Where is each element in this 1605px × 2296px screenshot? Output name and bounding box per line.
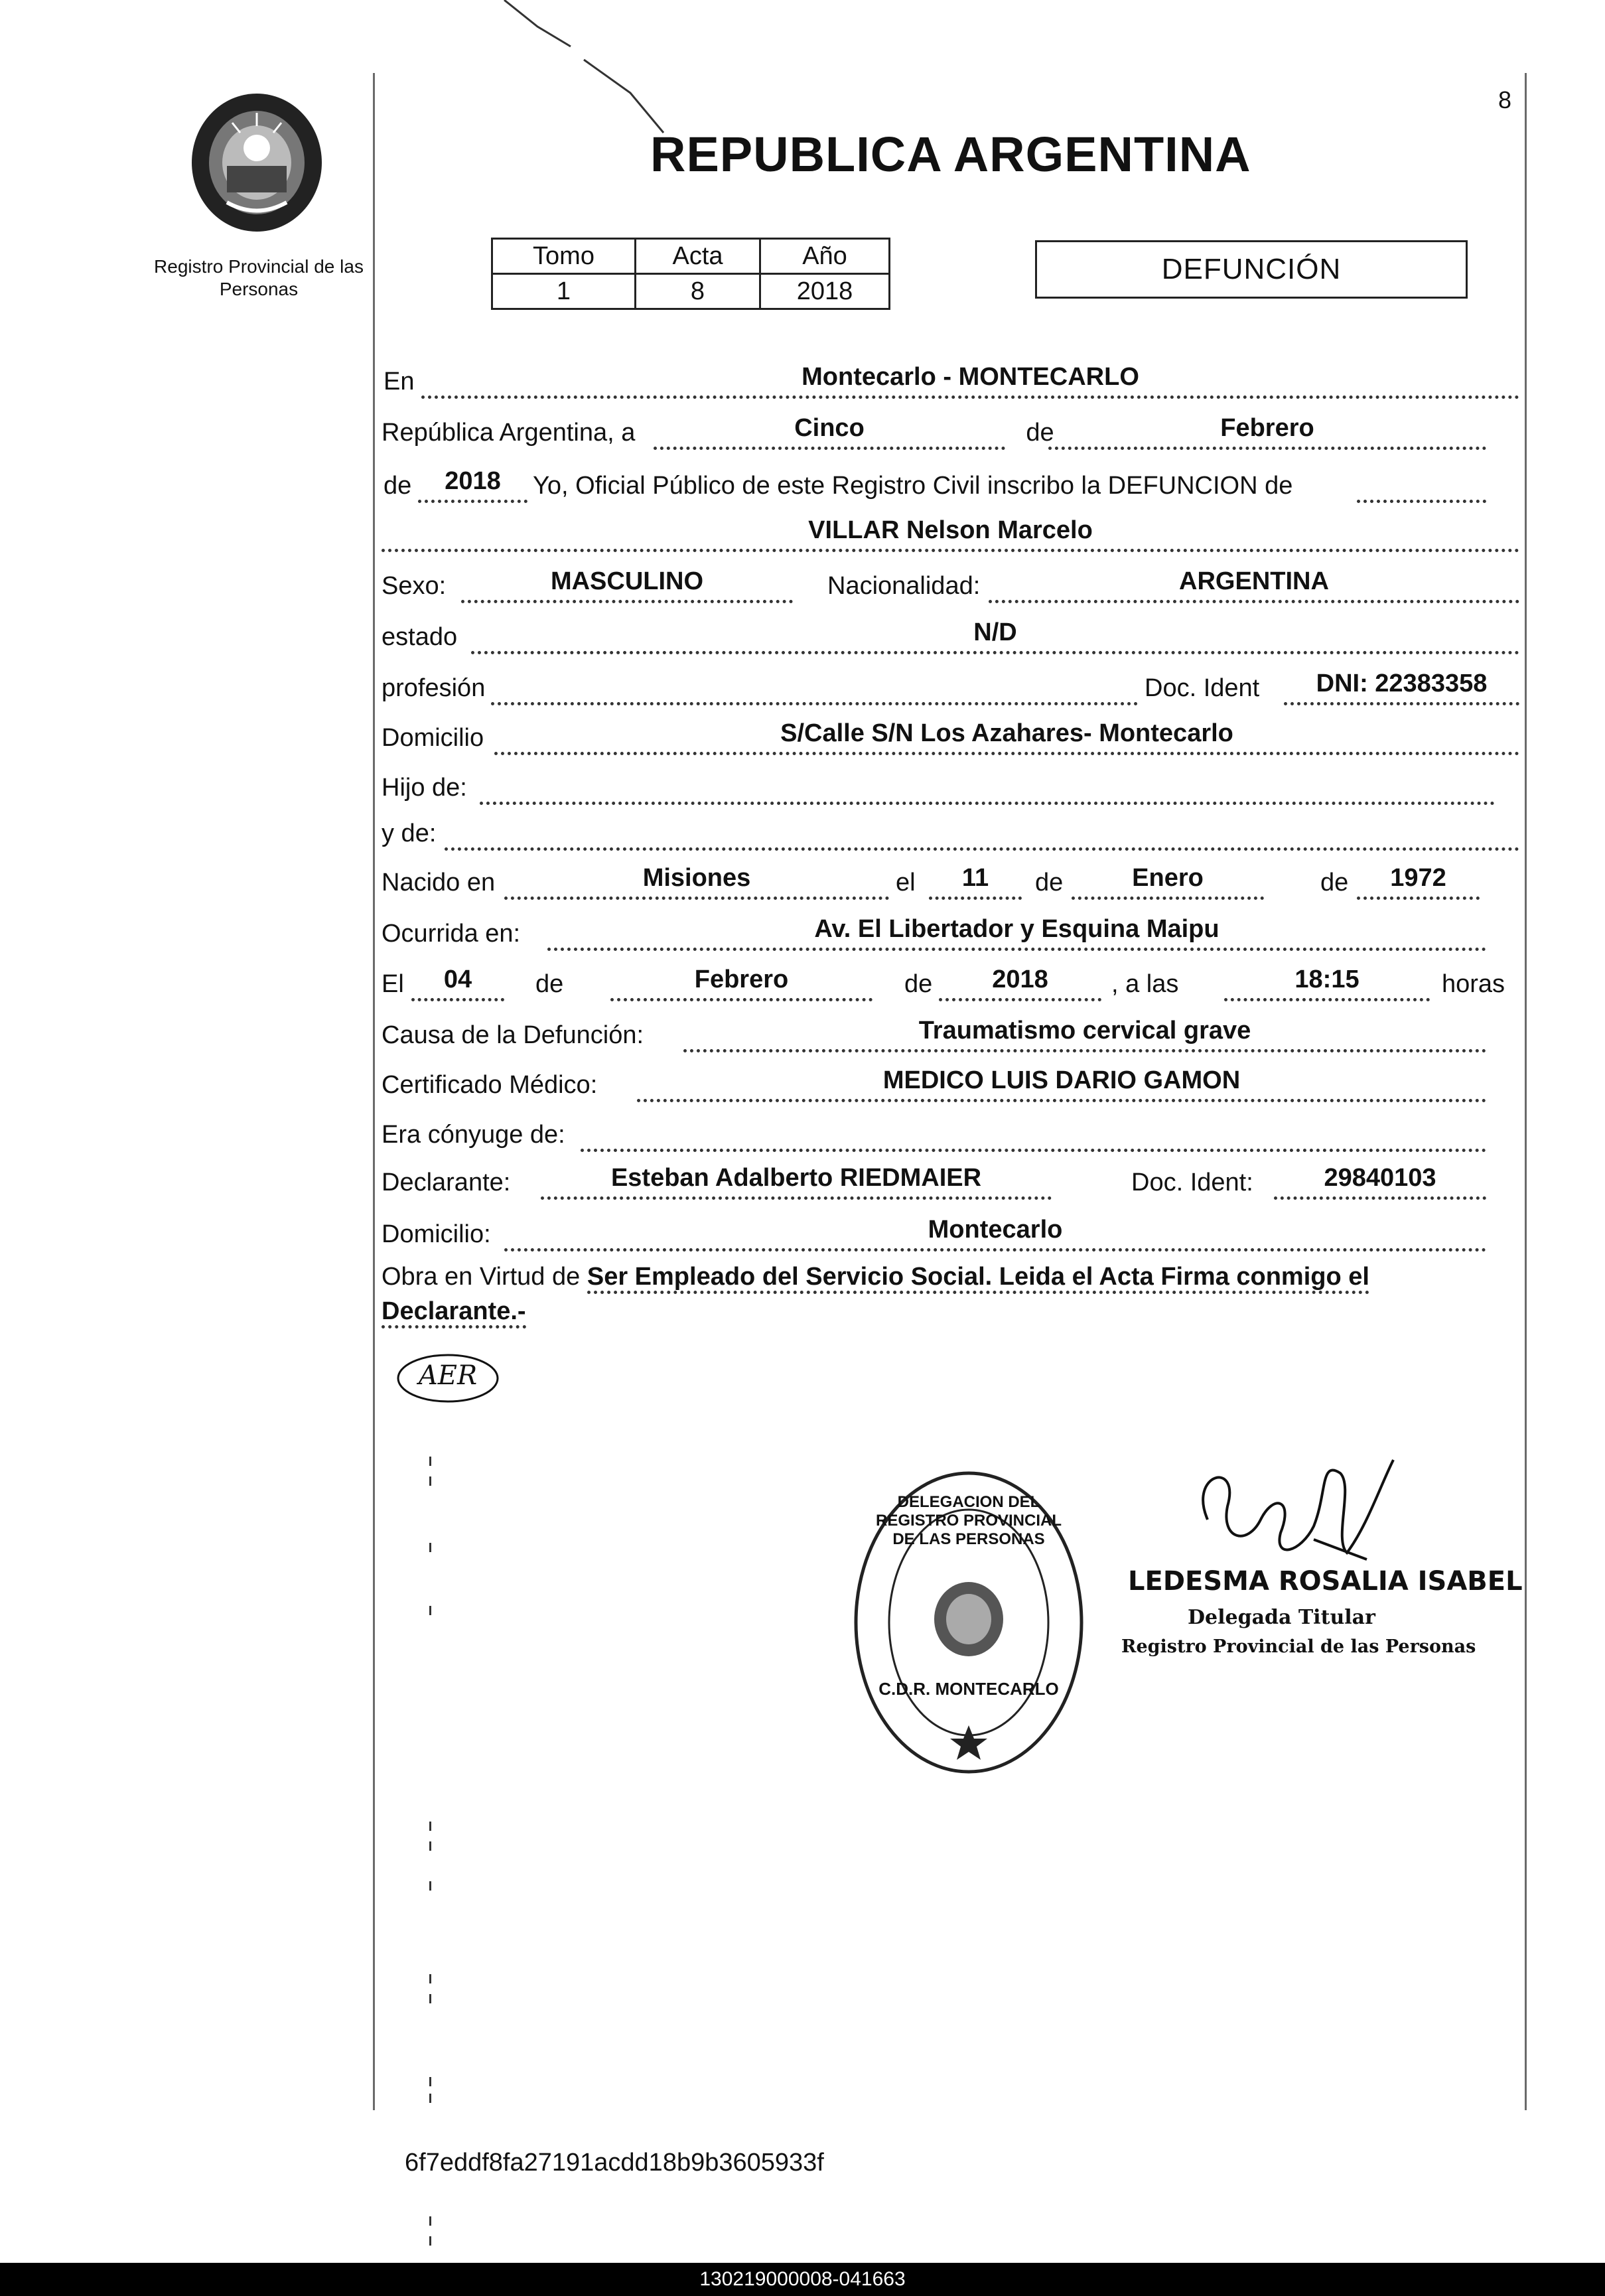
- estado-label: estado: [382, 623, 458, 651]
- estado-value: N/D: [973, 618, 1017, 646]
- row-nacido: [382, 863, 1521, 902]
- horas-label: horas: [1442, 970, 1505, 998]
- nac-mes-value: Enero: [1132, 864, 1204, 892]
- republica-label: República Argentina, a: [382, 419, 636, 447]
- row-yde: [382, 814, 1521, 853]
- row-profesion: [382, 668, 1521, 708]
- de2-label: de: [1320, 869, 1349, 897]
- doc-field: [1284, 669, 1519, 705]
- conyuge-label: Era cónyuge de:: [382, 1121, 565, 1149]
- page-title: REPUBLICA ARGENTINA: [650, 127, 1251, 182]
- nacionalidad-label: Nacionalidad:: [827, 572, 981, 600]
- margin-tick: [429, 2094, 431, 2103]
- nombre-field: [382, 516, 1519, 552]
- row-obra: [382, 1259, 1521, 1328]
- domicilio2-field: [504, 1215, 1486, 1252]
- nac-dia-value: 11: [961, 864, 989, 892]
- nacido-value: Misiones: [642, 864, 751, 892]
- tomo-header: Tomo: [492, 239, 636, 274]
- anio-header: Año: [760, 239, 890, 274]
- stamp-text: DELEGACION DEL REGISTRO PROVINCIAL DE LAS PERSONAS: [875, 1493, 1062, 1548]
- page-number: 8: [1498, 86, 1512, 113]
- row-sexo: [382, 566, 1521, 606]
- margin-tick: [429, 1822, 431, 1831]
- right-margin-line: [1525, 73, 1527, 2110]
- anio-label: de: [384, 472, 412, 500]
- doc-value: DNI: 22383358: [1316, 670, 1488, 697]
- nac-mes-field: [1072, 863, 1264, 900]
- def-hora-field: [1224, 965, 1430, 1001]
- domicilio2-value: Montecarlo: [928, 1216, 1063, 1244]
- margin-tick: [429, 1543, 431, 1552]
- profesion-label: profesión: [382, 674, 486, 702]
- acta-header: Acta: [636, 239, 760, 274]
- province-seal-icon: [187, 90, 326, 236]
- declarante-label: Declarante:: [382, 1169, 511, 1196]
- domicilio2-label: Domicilio:: [382, 1220, 491, 1248]
- margin-tick: [429, 1457, 431, 1466]
- row-domicilio2: [382, 1214, 1521, 1254]
- oficial-text: Yo, Oficial Público de este Registro Civil inscribo la DEFUNCION de: [533, 472, 1293, 500]
- nac-dia-field: [929, 863, 1022, 900]
- mes-value: Febrero: [1220, 414, 1314, 442]
- def-anio-value: 2018: [992, 966, 1048, 993]
- nombre-value: VILLAR Nelson Marcelo: [808, 516, 1093, 544]
- signer-role: Delegada Titular: [1188, 1606, 1375, 1629]
- conyuge-field: [581, 1115, 1486, 1152]
- doc-label: Doc. Ident: [1145, 674, 1260, 702]
- obra-label: Obra en Virtud de: [382, 1263, 581, 1291]
- ocurrida-label: Ocurrida en:: [382, 920, 521, 948]
- row-en: [382, 362, 1521, 401]
- causa-value: Traumatismo cervical grave: [918, 1017, 1251, 1044]
- row-declarante: [382, 1163, 1521, 1202]
- dia-field: [654, 413, 1005, 450]
- row-fecha-defuncion: [382, 964, 1521, 1004]
- domicilio-label: Domicilio: [382, 724, 484, 752]
- def-mes-field: [610, 965, 872, 1001]
- alas-label: , a las: [1111, 970, 1179, 998]
- doc-type-box: DEFUNCIÓN: [1035, 240, 1468, 299]
- row-republica: [382, 413, 1521, 453]
- sexo-value: MASCULINO: [550, 567, 704, 595]
- en-value: Montecarlo - MONTECARLO: [802, 363, 1139, 391]
- cert-label: Certificado Médico:: [382, 1071, 598, 1099]
- initials-text: AER: [418, 1360, 478, 1391]
- yde-field: [445, 814, 1519, 851]
- en-field: [421, 362, 1519, 399]
- declarante-field: [541, 1163, 1052, 1200]
- row-domicilio: [382, 718, 1521, 758]
- profesion-field: [491, 669, 1138, 705]
- yde-label: y de:: [382, 820, 437, 847]
- left-margin-line: [373, 73, 375, 2110]
- de1-label: de: [1035, 869, 1064, 897]
- de3-label: de: [535, 970, 564, 998]
- row-hijo: [382, 768, 1521, 808]
- sexo-field: [461, 567, 793, 603]
- en-label: En: [384, 368, 415, 395]
- scan-mark: [498, 0, 670, 139]
- registry-label: Registro Provincial de las Personas: [154, 256, 364, 299]
- document-hash: 6f7eddf8fa27191acdd18b9b3605933f: [405, 2149, 824, 2177]
- def-hora-value: 18:15: [1294, 966, 1360, 993]
- domicilio-value: S/Calle S/N Los Azahares- Montecarlo: [780, 719, 1233, 747]
- el2-label: El: [382, 970, 404, 998]
- row-conyuge: [382, 1115, 1521, 1155]
- margin-tick: [429, 1994, 431, 2003]
- def-anio-field: [939, 965, 1101, 1001]
- ocurrida-value: Av. El Libertador y Esquina Maipu: [814, 915, 1220, 943]
- official-stamp: [849, 1467, 1088, 1778]
- signer-name: LEDESMA ROSALIA ISABEL: [1128, 1566, 1523, 1597]
- de4-label: de: [904, 970, 933, 998]
- margin-tick: [429, 1476, 431, 1486]
- domicilio-field: [494, 719, 1519, 755]
- margin-tick: [429, 2236, 431, 2246]
- def-mes-value: Febrero: [694, 966, 789, 993]
- margin-tick: [429, 2077, 431, 2086]
- row-certificado: [382, 1065, 1521, 1105]
- obra-value-1: Ser Empleado del Servicio Social. Leida el Acta Firma conmigo el: [587, 1263, 1369, 1294]
- causa-field: [683, 1016, 1486, 1052]
- def-dia-field: [411, 965, 504, 1001]
- row-causa: [382, 1015, 1521, 1055]
- sexo-label: Sexo:: [382, 572, 447, 600]
- doc2-field: [1274, 1163, 1486, 1200]
- nac-anio-value: 1972: [1390, 864, 1446, 892]
- margin-tick: [429, 1881, 431, 1891]
- row-oficial: [382, 466, 1521, 506]
- nacionalidad-value: ARGENTINA: [1179, 567, 1329, 595]
- causa-label: Causa de la Defunción:: [382, 1021, 644, 1049]
- tomo-value: 1: [492, 274, 636, 309]
- ocurrida-field: [547, 914, 1486, 951]
- def-dia-value: 04: [443, 966, 472, 993]
- row-estado: [382, 617, 1521, 657]
- declarante-value: Esteban Adalberto RIEDMAIER: [610, 1164, 982, 1192]
- margin-tick: [429, 1606, 431, 1615]
- margin-tick: [429, 2216, 431, 2226]
- el-label: el: [896, 869, 916, 897]
- barcode-footer: 130219000008-041663: [0, 2263, 1605, 2296]
- obra-value-2: Declarante.-: [382, 1297, 526, 1328]
- row-nombre: [382, 515, 1521, 555]
- mes-field: [1048, 413, 1486, 450]
- anio-field: [418, 466, 527, 503]
- initials-mark: [395, 1348, 501, 1408]
- acta-value: 8: [636, 274, 760, 309]
- nac-anio-field: [1357, 863, 1480, 900]
- signer-registry: Registro Provincial de las Personas: [1121, 1636, 1476, 1657]
- hijo-field: [480, 768, 1495, 805]
- margin-tick: [429, 1974, 431, 1983]
- anio-value: 2018: [445, 467, 501, 495]
- margin-tick: [429, 1841, 431, 1851]
- dia-value: Cinco: [794, 414, 865, 442]
- oficial-trailing-field: [1357, 466, 1486, 503]
- stamp-center-text: C.D.R. MONTECARLO: [878, 1679, 1059, 1699]
- estado-field: [471, 618, 1519, 654]
- cert-value: MEDICO LUIS DARIO GAMON: [882, 1066, 1241, 1094]
- row-ocurrida: [382, 914, 1521, 954]
- anio-value: 2018: [760, 274, 890, 309]
- nacido-label: Nacido en: [382, 869, 496, 897]
- nacido-field: [504, 863, 889, 900]
- hijo-label: Hijo de:: [382, 774, 467, 802]
- de-label-text: de: [1026, 419, 1054, 447]
- cert-field: [637, 1066, 1486, 1102]
- acta-table: [491, 238, 890, 310]
- doc2-value: 29840103: [1324, 1164, 1436, 1192]
- doc2-label: Doc. Ident:: [1131, 1169, 1253, 1196]
- nacionalidad-field: [989, 567, 1519, 603]
